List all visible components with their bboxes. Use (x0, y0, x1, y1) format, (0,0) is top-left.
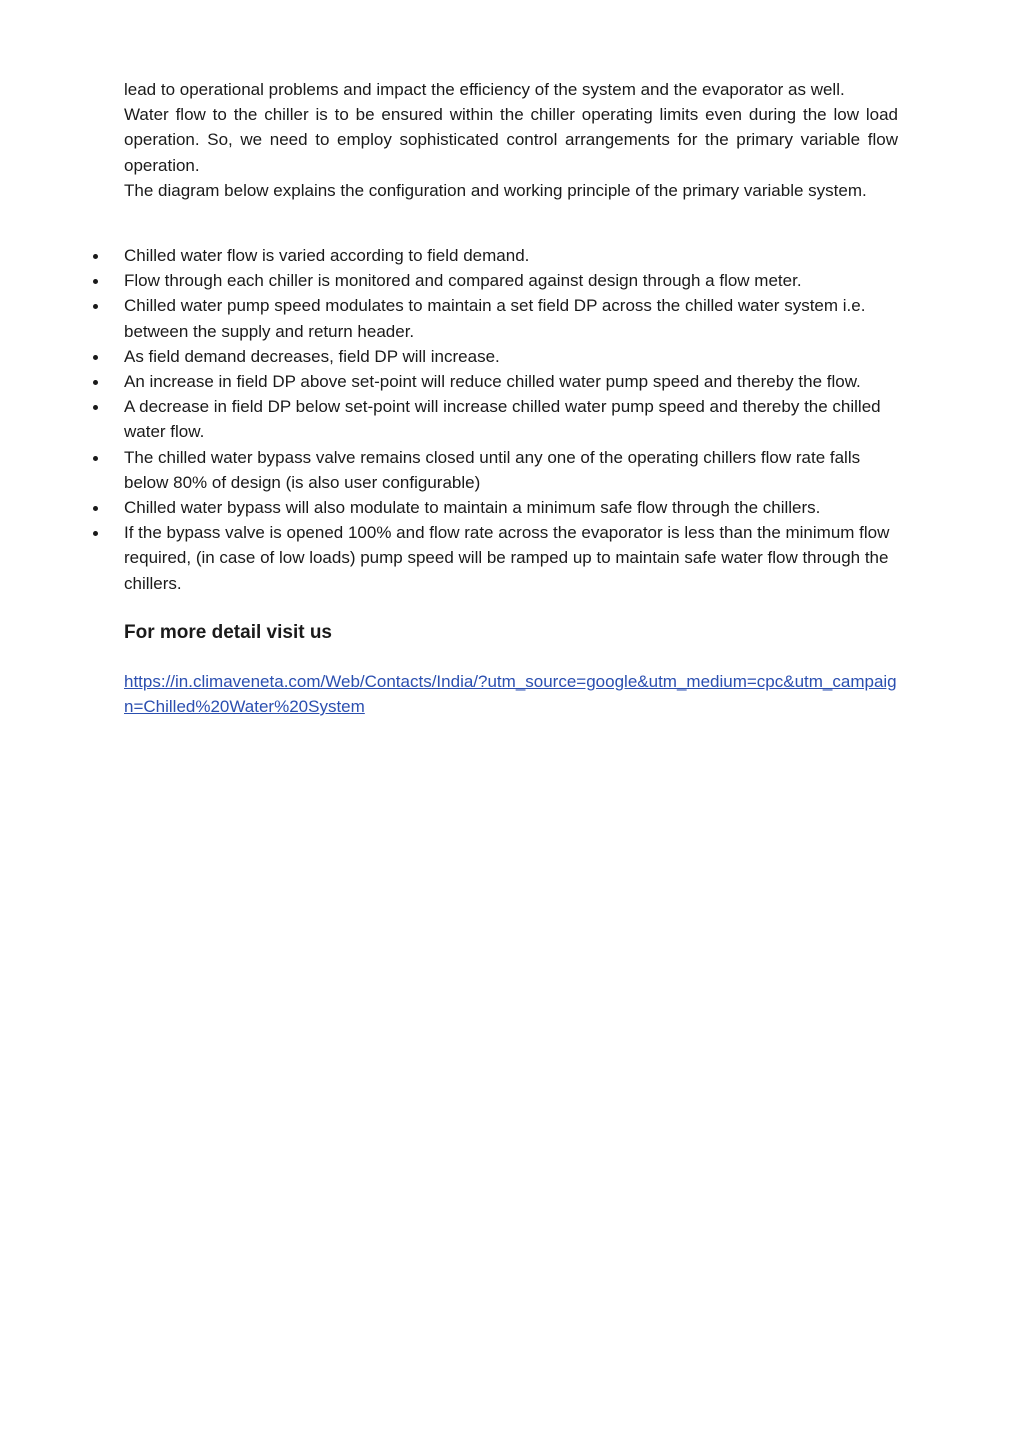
list-item-text: Chilled water flow is varied according to field demand. (124, 246, 530, 266)
list-item-text: If the bypass valve is opened 100% and flow rate across the evaporator is less than the minimum flow required, (in case of low loads) pump speed will be ramped up to maintain safe water flow through the chillers. (124, 523, 890, 593)
bullet-icon (93, 254, 98, 259)
bullet-icon (93, 405, 98, 410)
bullet-icon (93, 380, 98, 385)
list-item-text: A decrease in field DP below set-point will increase chilled water pump speed and thereby the chilled water flow. (124, 397, 881, 442)
paragraph-intro: lead to operational problems and impact the efficiency of the system and the evaporator as well. (124, 80, 845, 99)
bullet-icon (93, 304, 98, 309)
list-item (124, 495, 898, 520)
bullet-icon (93, 531, 98, 536)
bullet-icon (93, 506, 98, 511)
list-item (124, 268, 898, 293)
bullet-icon (93, 279, 98, 284)
list-item-text: The chilled water bypass valve remains closed until any one of the operating chillers flow rate falls below 80% of design (is also user configurable) (124, 447, 861, 492)
paragraph-water-flow: Water flow to the chiller is to be ensured within the chiller operating limits even during the low load operation. So, we need to employ sophisticated control arrangements for the primary variable flow operation. (124, 105, 898, 175)
paragraph-diagram-note: The diagram below explains the configuration and working principle of the primary variable system. (124, 180, 867, 200)
list-item-text: An increase in field DP above set-point will reduce chilled water pump speed and thereby the flow. (124, 372, 861, 392)
list-item-text: Chilled water pump speed modulates to maintain a set field DP across the chilled water system i.e. between the supply and return header. (124, 296, 866, 341)
list-item (124, 520, 898, 596)
bullet-icon (93, 456, 98, 461)
list-item (124, 243, 898, 268)
list-item (124, 344, 898, 369)
list-item (124, 394, 898, 444)
list-item-text: As field demand decreases, field DP will increase. (124, 346, 500, 366)
bullet-list (124, 243, 898, 596)
footer-heading: For more detail visit us (124, 621, 332, 643)
list-item (124, 445, 898, 495)
bullet-icon (93, 355, 98, 360)
list-item (124, 369, 898, 394)
page-content (124, 77, 898, 719)
list-item-text: Chilled water bypass will also modulate to maintain a minimum safe flow through the chillers. (124, 498, 821, 518)
list-item (124, 293, 898, 343)
contact-link[interactable]: https://in.climaveneta.com/Web/Contacts/India/?utm_source=google&utm_medium=cpc&utm_campaign=Chilled%20Water%20System (124, 671, 897, 717)
list-item-text: Flow through each chiller is monitored and compared against design through a flow meter. (124, 271, 802, 291)
